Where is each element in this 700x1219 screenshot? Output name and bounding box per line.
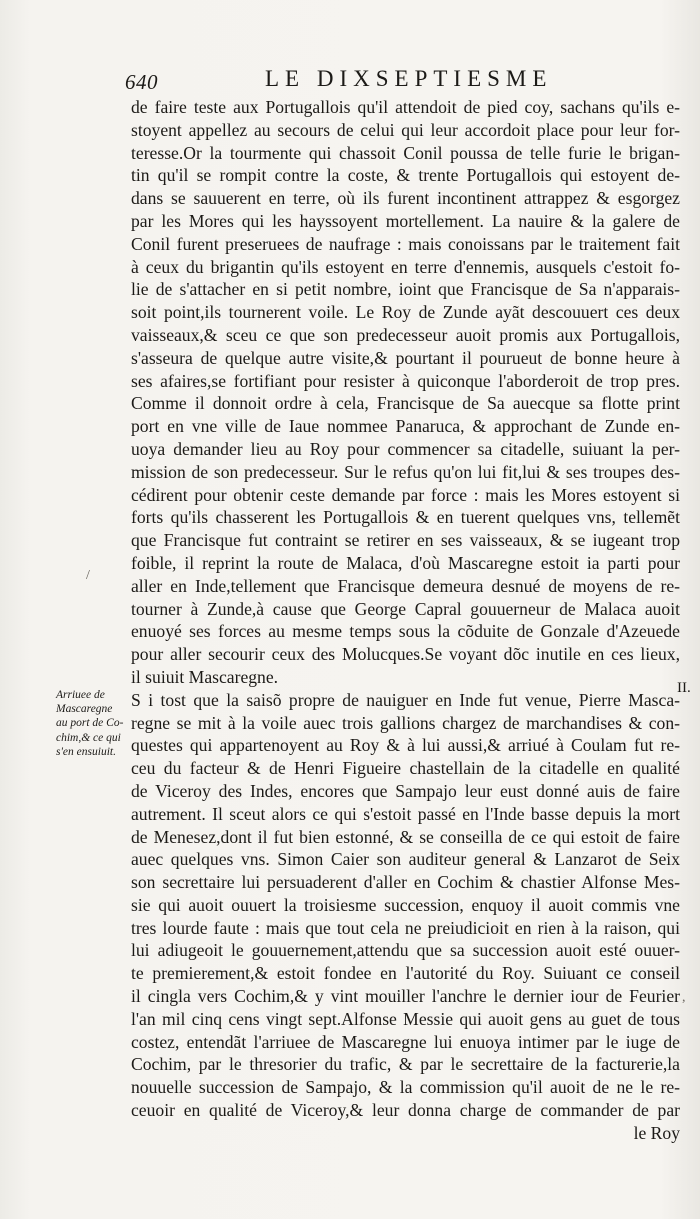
text-line: sie qui auoit ouuert la troisiesme succession, enquoy il auoit commis vne <box>131 894 680 915</box>
text-line: ceuoir en qualité de Viceroy,& leur donna charge de commander de par <box>131 1100 680 1121</box>
text-line: à ceux du brigantin qu'ils estoyent en terre d'ennemis, ausquels c'estoit fo- <box>131 256 680 277</box>
margin-note-line: chim,& ce qui <box>56 731 121 744</box>
text-line: pour aller secourir ceux des Molucques.Se voyant dõc inutile en ces lieux, <box>131 644 680 665</box>
catchword: le Roy <box>633 1122 680 1143</box>
text-line: par les Mores qui les hayssoyent mortellement. La nauire & la galere de <box>131 210 680 231</box>
text-line: s'asseura de quelque autre visite,& pourtant il pourueut de bonne heure à <box>131 347 680 368</box>
text-line: te premierement,& estoit fondee en l'autorité du Roy. Suiuant ce conseil <box>131 963 680 984</box>
text-line: son secrettaire lui persuaderent d'aller en Cochim & chastier Alfonse Mes- <box>131 872 680 893</box>
text-line: autrement. Il sceut alors ce qui s'estoit passé en l'Inde basse depuis la mort <box>131 803 680 824</box>
margin-note-line: Arriuee de <box>56 689 105 701</box>
running-head: LE DIXSEPTIESME <box>265 66 553 91</box>
text-line: Comme il donnoit ordre à cela, Francisque de Sa auecque sa flotte print <box>131 393 680 414</box>
text-line: lui adiugeoit le gouuernement,attendu que sa succession auoit esté ouuer- <box>131 940 680 961</box>
margin-mark: , <box>682 990 686 1005</box>
margin-mark: / <box>86 568 90 583</box>
text-line: que Francisque fut contraint se retirer en ses vaisseaux, & se iugeant trop <box>131 530 680 551</box>
text-line: foible, il reprint la route de Malaca, d'où Mascaregne estoit ia parti pour <box>131 552 680 573</box>
text-line: vaisseaux,& sceu ce que son predecesseur auoit promis aux Portugallois, <box>131 324 680 345</box>
text-line: nouuelle succession de Sampajo, & la commission qu'il auoit de ne le re- <box>131 1077 680 1098</box>
text-line: aller en Inde,tellement que Francisque demeura desnué de moyens de re- <box>131 575 680 596</box>
text-line: de Viceroy des Indes, encores que Sampajo leur eust donné auis de faire <box>131 780 680 801</box>
text-line: forts qu'ils chasserent les Portugallois & en tuerent quelques vns, tellemẽt <box>131 507 680 528</box>
margin-note <box>56 688 138 759</box>
text-line: ceu du facteur & de Henri Figueire chastellain de la citadelle en qualité <box>131 758 680 779</box>
text-line: de Menesez,dont il fut bien estonné, & se conseilla de ce qui estoit de faire <box>131 826 680 847</box>
text-line: soit point,ils tournerent voile. Le Roy de Zunde ayãt descouuert ces deux <box>131 302 680 323</box>
page-number: 640 <box>125 70 158 94</box>
text-line: enuoyé ses forces au mesme temps sous la cõduite de Gonzale d'Azeuede <box>131 621 680 642</box>
text-line: questes qui appartenoyent au Roy & à lui aussi,& arriué à Coulam fut re- <box>131 735 680 756</box>
text-line: dans se sauuerent en terre, où ils furent incontinent attrappez & esgorgez <box>131 188 680 209</box>
text-line: costez, entendãt l'arriuee de Mascaregne lui enuoya intimer par le iuge de <box>131 1031 680 1052</box>
text-line: ses afaires,se fortifiant pour resister à quiconque l'aborderoit de trop pres. <box>131 370 680 391</box>
text-line: stoyent appellez au secours de celui qui leur accordoit place pour leur for- <box>131 119 680 140</box>
margin-note-line: Mascaregne <box>56 703 113 716</box>
text-line: Cochim, par le thresorier du trafic, & par le secrettaire de la facturerie,la <box>131 1054 680 1075</box>
text-line: cédirent pour obtenir ceste demande par force : mais les Mores estoyent si <box>131 484 680 505</box>
margin-note-line: au port de Co- <box>56 717 124 730</box>
text-line: tres lourde faute : mais que tout cela ne preiudicioit en rien à la raison, qui <box>131 917 680 938</box>
text-line: de faire teste aux Portugallois qu'il attendoit de pied coy, sachans qu'ils e- <box>131 97 680 117</box>
text-line: l'an mil cinq cens vingt sept.Alfonse Messie qui auoit gens au guet de tous <box>131 1008 680 1029</box>
text-line: S i tost que la saisõ propre de nauiguer en Inde fut venue, Pierre Masca- <box>131 689 680 710</box>
text-line: tin qu'il se rompit contre la coste, & trente Portugallois qui estoyent de- <box>131 165 680 186</box>
text-line: mission de son predecesseur. Sur le refus qu'on lui fit,lui & ses troupes des- <box>131 461 680 482</box>
chapter-marker: II. <box>677 680 691 696</box>
text-line: il cingla vers Cochim,& y vint mouiller l'anchre le dernier iour de Feurier <box>131 986 680 1007</box>
text-line: lie de s'attacher en si petit nombre, ioint que Francisque de Sa n'apparais- <box>131 279 680 300</box>
margin-note-line: s'en ensuiuit. <box>56 745 116 758</box>
text-line: il suiuit Mascaregne. <box>131 666 279 687</box>
text-line: teresse.Or la tourmente qui chassoit Conil poussa de telle furie le brigan- <box>131 142 680 163</box>
text-line: tourner à Zunde,à cause que George Capral gouuerneur de Malaca auoit <box>131 598 680 619</box>
page-header <box>125 66 685 92</box>
text-line: port en vne ville de Iaue nommee Panaruca, & approchant de Zunde en- <box>131 416 680 437</box>
text-line: auec quelques vns. Simon Caier son auditeur general & Lanzarot de Seix <box>131 849 680 870</box>
text-line: regne se mit à la voile auec trois gallions chargez de marchandises & con- <box>131 712 680 733</box>
body-text <box>131 96 680 1145</box>
text-line: Conil furent preseruees de naufrage : mais conoissans par le traitement fait <box>131 233 680 254</box>
text-line: uoya demander lieu au Roy pour commencer sa citadelle, suiuant la per- <box>131 438 680 459</box>
